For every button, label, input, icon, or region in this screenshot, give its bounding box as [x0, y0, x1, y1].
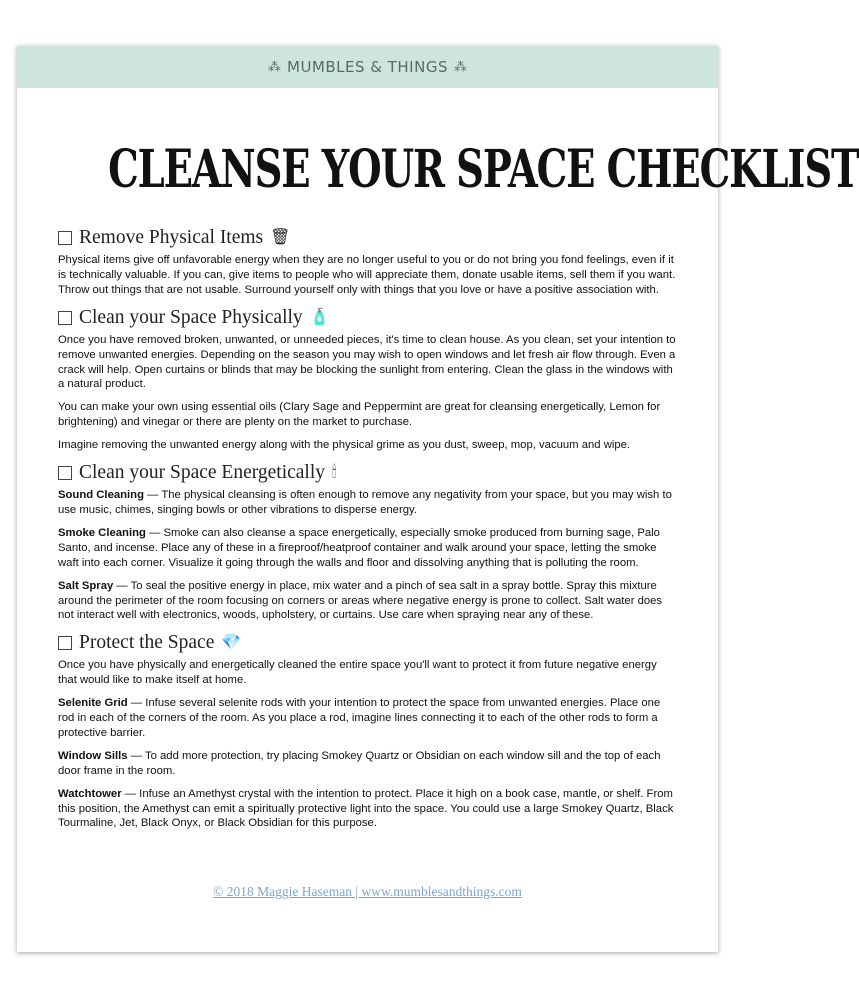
checklist-page	[17, 46, 859, 952]
sparkle-right-icon: ⁂	[453, 59, 467, 74]
section-title: Remove Physical Items	[79, 227, 264, 248]
paragraph-text: — To seal the positive energy in place, mix water and a pinch of sea salt in a spray bottle. Spray this mixture around the perimeter of the room focusing on corners or areas where negative energy is prone to collect. Salt water does not interact well with electronics, woods, upholstery, or curtains. Use care when spraying near any of these.	[58, 579, 663, 622]
paragraph-text: You can make your own using essential oils (Clary Sage and Peppermint are great for cleansing energetically, Lemon for brightening) and vinegar or there are plenty on the market to purchase.	[58, 401, 661, 429]
section-paragraph	[58, 658, 678, 688]
section-heading	[58, 461, 678, 485]
section-paragraph	[58, 526, 678, 571]
paragraph-text: Once you have physically and energetically cleaned the entire space you'll want to protect it from future negative energy that would like to make itself at home.	[58, 659, 657, 687]
paragraph-text: — The physical cleansing is often enough to remove any negativity from your space, but you may wish to use music, chimes, singing bowls or other vibrations to disperse energy.	[58, 489, 672, 516]
paragraph-text: Imagine removing the unwanted energy along with the physical grime as you dust, sweep, mop, vacuum and wipe.	[58, 439, 631, 452]
paragraph-text: — To add more protection, try placing Smokey Quartz or Obsidian on each window sill and the top of each door frame in the room.	[58, 749, 661, 777]
checklist-content	[58, 222, 678, 839]
section-title: Clean your Space Physically	[79, 306, 303, 328]
sparkle-left-icon: ⁂	[268, 59, 281, 74]
section-paragraph	[58, 787, 678, 832]
checkbox[interactable]	[58, 231, 72, 245]
section-paragraph	[58, 696, 678, 741]
paragraph-label: Sound Cleaning	[58, 489, 144, 502]
paragraph-text: — Infuse several selenite rods with your intention to protect the space from unwanted energies. Place one rod in each of the corners of the room. As you place a rod, imagine lines connecting it to each of the other rods to form a protective barrier.	[58, 697, 661, 739]
paragraph-text: Physical items give off unfavorable energy when they are no longer useful to you or do not bring you fond feelings, even if it is technically valuable. If you can, give items to people who will appreciate them, donate usable items, sell them if you want. Throw out things that are not usable. Surround yourself only with things that you love or have a positive association with.	[58, 254, 676, 296]
paragraph-text: — Smoke can also cleanse a space energetically, especially smoke produced from burning sage, Palo Santo, and incense. Place any of these in a fireproof/heatproof container and walk around your space, letting the smoke waft into each corner. Visualize it going through the walls and floor and dissolving anything that is polluting the room.	[58, 526, 660, 569]
section-paragraph	[58, 333, 678, 393]
checkbox[interactable]	[58, 466, 72, 480]
paragraph-label: Watchtower	[58, 787, 122, 800]
gem-icon: 💎	[221, 634, 242, 652]
section-title: Protect the Space	[79, 632, 215, 654]
paragraph-label: Salt Spray	[58, 579, 114, 592]
footer-link[interactable]: © 2018 Maggie Haseman | www.mumblesandthings.com	[213, 884, 522, 899]
section-paragraph	[58, 579, 678, 624]
section-heading	[58, 306, 678, 330]
section-heading	[58, 631, 678, 655]
section-title: Clean your Space Energetically	[79, 462, 326, 484]
paragraph-label: Window Sills	[58, 749, 128, 762]
section-paragraph	[58, 488, 678, 518]
page-title: CLEANSE YOUR SPACE CHECKLIST	[108, 139, 859, 200]
brand-logo: MUMBLES & THINGS	[287, 58, 448, 76]
section-paragraph	[58, 253, 678, 298]
section-heading	[58, 226, 678, 250]
header-banner	[17, 46, 718, 88]
paragraph-text: Once you have removed broken, unwanted, or unneeded pieces, it's time to clean house. As you clean, set your intention to remove unwanted energies. Depending on the season you may wish to open windows and let fresh air flow through. Even a crack will help. Open curtains or blinds that may be blocking the sunlight from entering. Clean the glass in the windows with a natural product.	[58, 333, 676, 391]
checkbox[interactable]	[58, 311, 72, 325]
candle-icon: 🕯	[332, 464, 337, 482]
spray-bottle-icon: 🧴	[309, 308, 330, 326]
paragraph-text: — Infuse an Amethyst crystal with the intention to protect. Place it high on a book case, mantle, or shelf. From this position, the Amethyst can emit a spiritually protective light into the space. You could use a large Smokey Quartz, Black Tourmaline, Jet, Black Onyx, or Black Obsidian for this purpose.	[58, 787, 674, 830]
trash-can-icon: 🗑	[270, 229, 291, 246]
section-paragraph	[58, 400, 678, 430]
paragraph-label: Smoke Cleaning	[58, 526, 146, 539]
checkbox[interactable]	[58, 636, 72, 650]
section-paragraph	[58, 749, 678, 779]
section-paragraph	[58, 438, 678, 453]
paragraph-label: Selenite Grid	[58, 697, 128, 710]
